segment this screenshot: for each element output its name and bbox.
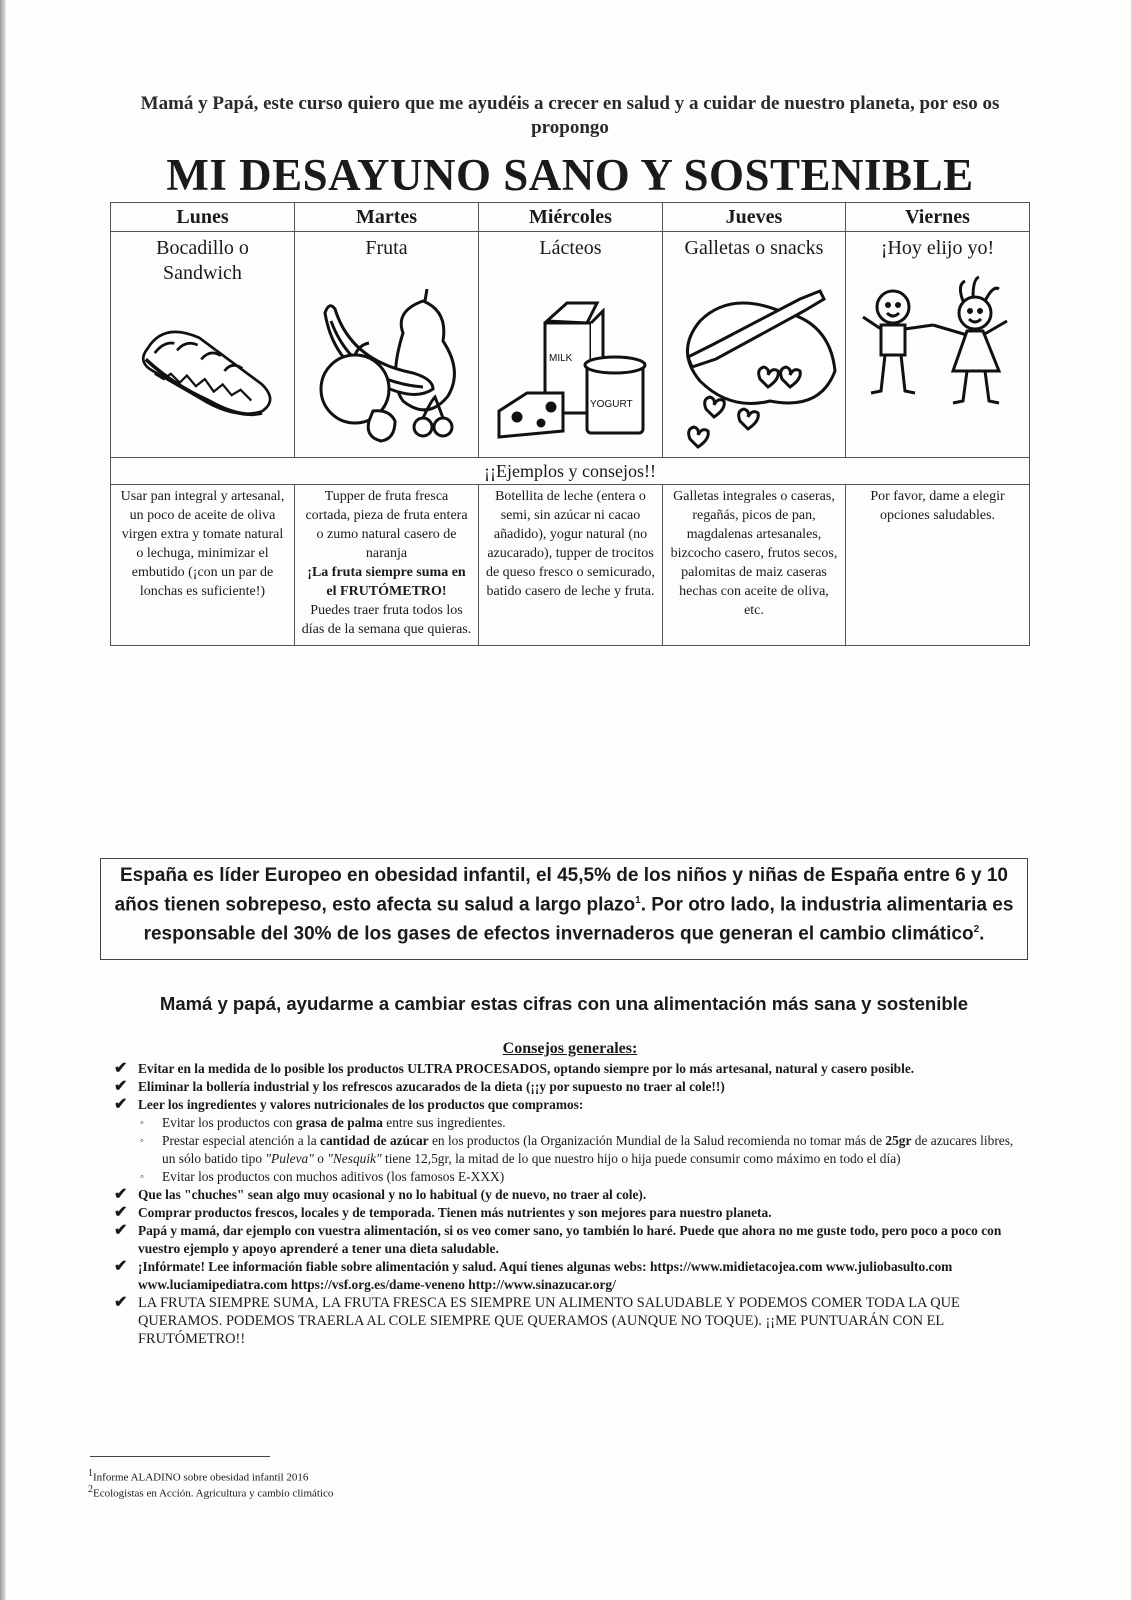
category-miercoles: Lácteos <box>539 237 602 259</box>
check-icon: ✔ <box>114 1186 128 1203</box>
check-icon: ✔ <box>114 1060 128 1077</box>
cookies-icon <box>670 261 838 451</box>
tip-martes-text: Tupper de fruta fresca cortada, pieza de fruta entera o zumo natural casero de naranja <box>305 489 468 561</box>
tip-miercoles: Botellita de leche (entera o semi, sin azúcar ni cacao añadido), yogur natural (no azucarado), tupper de trocitos de queso fresco o semicurado, batido casero de leche y fruta. <box>479 485 663 646</box>
day-jueves: Jueves <box>663 203 846 232</box>
day-miercoles: Miércoles <box>479 203 663 232</box>
kids-icon <box>853 261 1021 451</box>
tip-item: ✔ ¡Infórmate! Lee información fiable sobre alimentación y salud. Aquí tienes algunas webs: https://www.midietacojea.com www.juliobasulto.com www.luciamipediatra.com https://vsf.org.es/dame-veneno http://www.sinazucar.org/ <box>114 1258 953 1292</box>
days-row <box>111 203 1030 232</box>
sub-tip-item: ◦ Evitar los productos con grasa de palma entre sus ingredientes. <box>140 1115 506 1130</box>
day-lunes: Lunes <box>111 203 295 232</box>
illustration-row <box>111 232 1030 458</box>
footnote-1: $^1$Informe ALADINO sobre obesidad infantil 2016 <box>88 1468 309 1484</box>
check-icon: ✔ <box>114 1204 128 1221</box>
cell-lunes <box>111 232 295 458</box>
obesity-statistics-box <box>100 858 1028 960</box>
footnote-2: $^2$Ecologistas en Acción. Agricultura y cambio climático <box>88 1484 334 1500</box>
check-icon: ✔ <box>114 1078 128 1095</box>
category-lunes: Bocadillo o Sandwich <box>156 237 249 284</box>
fruit-icon <box>303 261 471 451</box>
category-jueves: Galletas o snacks <box>684 237 824 259</box>
tips-list <box>110 1060 1030 1348</box>
scan-edge-shadow <box>0 0 6 1600</box>
tip-jueves: Galletas integrales o caseras, regañás, picos de pan, magdalenas artesanales, bizcocho casero, frutos secos, palomitas de maiz caseras hechas con aceite de oliva, etc. <box>663 485 846 646</box>
check-icon: ✔ <box>114 1222 128 1239</box>
cell-jueves <box>663 232 846 458</box>
general-tips <box>110 1040 1030 1348</box>
svg-text:YOGURT: YOGURT <box>589 399 633 410</box>
stat-text-3: . <box>979 923 985 945</box>
tip-item: ✔ LA FRUTA SIEMPRE SUMA, LA FRUTA FRESCA ES SIEMPRE UN ALIMENTO SALUDABLE Y PODEMOS COMER TODA LA QUE QUERAMOS. PODEMOS TRAERLA AL COLE SIEMPRE QUE QUERAMOS (AUNQUE NO TOQUE). ¡¡ME PUNTUARÁN CON EL FRUTÓMETRO!! <box>114 1294 960 1347</box>
day-viernes: Viernes <box>845 203 1029 232</box>
check-icon: ✔ <box>114 1258 128 1275</box>
tip-item: ✔ Leer los ingredientes y valores nutricionales de los productos que compramos: <box>114 1096 584 1113</box>
tip-viernes: Por favor, dame a elegir opciones saludables. <box>845 485 1029 646</box>
stat-text-1: España es líder Europeo en obesidad infantil, el 45,5% de los niños y niñas de España entre 6 y 10 años tienen sobrepeso, esto afecta su salud a largo plazo <box>114 865 1008 916</box>
tip-martes-highlight: ¡La fruta siempre suma en el FRUTÓMETRO! <box>307 565 466 599</box>
tip-item: ✔ Eliminar la bollería industrial y los refrescos azucarados de la dieta (¡¡y por supuesto no traer al cole!!) <box>114 1078 725 1095</box>
tip-item: ✔ Evitar en la medida de lo posible los productos ULTRA PROCESADOS, optando siempre por lo más artesanal, natural y casero posible. <box>114 1060 915 1077</box>
footnote-ref-1: 1 <box>635 895 641 906</box>
general-tips-title: Consejos generales: <box>502 1040 638 1057</box>
intro-text: Mamá y Papá, este curso quiero que me ayudéis a crecer en salud y a cuidar de nuestro planeta, por eso os propongo <box>140 93 1000 138</box>
footnote-divider <box>90 1456 270 1457</box>
stat-text-2: . Por otro lado, la industria alimentaria es responsable del 30% de los gases de efectos invernaderos que generan el cambio climático <box>143 894 1014 945</box>
footnote-ref-2: 2 <box>973 924 980 936</box>
tip-item: ✔ Papá y mamá, dar ejemplo con vuestra alimentación, si os veo comer sano, yo también lo haré. Puede que ahora no me guste todo, pero poco a poco con vuestro ejemplo y apoyo aprenderé a tener una dieta saludable. <box>114 1222 1002 1256</box>
bullet-icon: ◦ <box>140 1135 144 1147</box>
tip-martes <box>295 485 479 646</box>
examples-row <box>111 458 1030 485</box>
day-martes: Martes <box>295 203 479 232</box>
cell-martes <box>295 232 479 458</box>
cell-miercoles <box>479 232 663 458</box>
weekly-breakfast-table <box>110 202 1030 646</box>
category-martes: Fruta <box>365 237 408 259</box>
dairy-icon <box>487 261 655 451</box>
bullet-icon: ◦ <box>140 1171 144 1183</box>
tip-item: ✔ Comprar productos frescos, locales y de temporada. Tienen más nutrientes y son mejores para nuestro planeta. <box>114 1204 772 1221</box>
tip-martes-extra: Puedes traer fruta todos los días de la semana que quieras. <box>301 603 472 637</box>
sub-tip-item: ◦ Evitar los productos con muchos aditivos (los famosos E-XXX) <box>140 1169 505 1184</box>
sub-tip-item: ◦ Prestar especial atención a la cantidad de azúcar en los productos (la Organización Mundial de la Salud recomienda no tomar más de 25gr de azucares libres, un sólo batido tipo "Puleva" o "Nesquik" tiene 12,5gr, la mitad de lo que nuestro hijo o hija puede consumir como máximo en todo el día) <box>140 1133 1014 1166</box>
category-viernes: ¡Hoy elijo yo! <box>880 237 995 259</box>
page-title: MI DESAYUNO SANO Y SOSTENIBLE <box>166 150 974 200</box>
sandwich-icon <box>119 286 287 456</box>
bullet-icon: ◦ <box>140 1117 144 1129</box>
tip-lunes: Usar pan integral y artesanal, un poco de aceite de oliva virgen extra y tomate natural o lechuga, minimizar el embutido (¡con un par de lonchas es suficiente!) <box>111 485 295 646</box>
tip-item: ✔ Que las "chuches" sean algo muy ocasional y no lo habitual (y de nuevo, no traer al cole). <box>114 1186 647 1203</box>
tips-row <box>111 485 1030 646</box>
examples-heading: ¡¡Ejemplos y consejos!! <box>111 458 1030 485</box>
cell-viernes <box>845 232 1029 458</box>
call-to-action: Mamá y papá, ayudarme a cambiar estas cifras con una alimentación más sana y sostenible <box>159 993 969 1014</box>
check-icon: ✔ <box>114 1294 128 1311</box>
check-icon: ✔ <box>114 1096 128 1113</box>
svg-text:MILK: MILK <box>548 353 572 364</box>
